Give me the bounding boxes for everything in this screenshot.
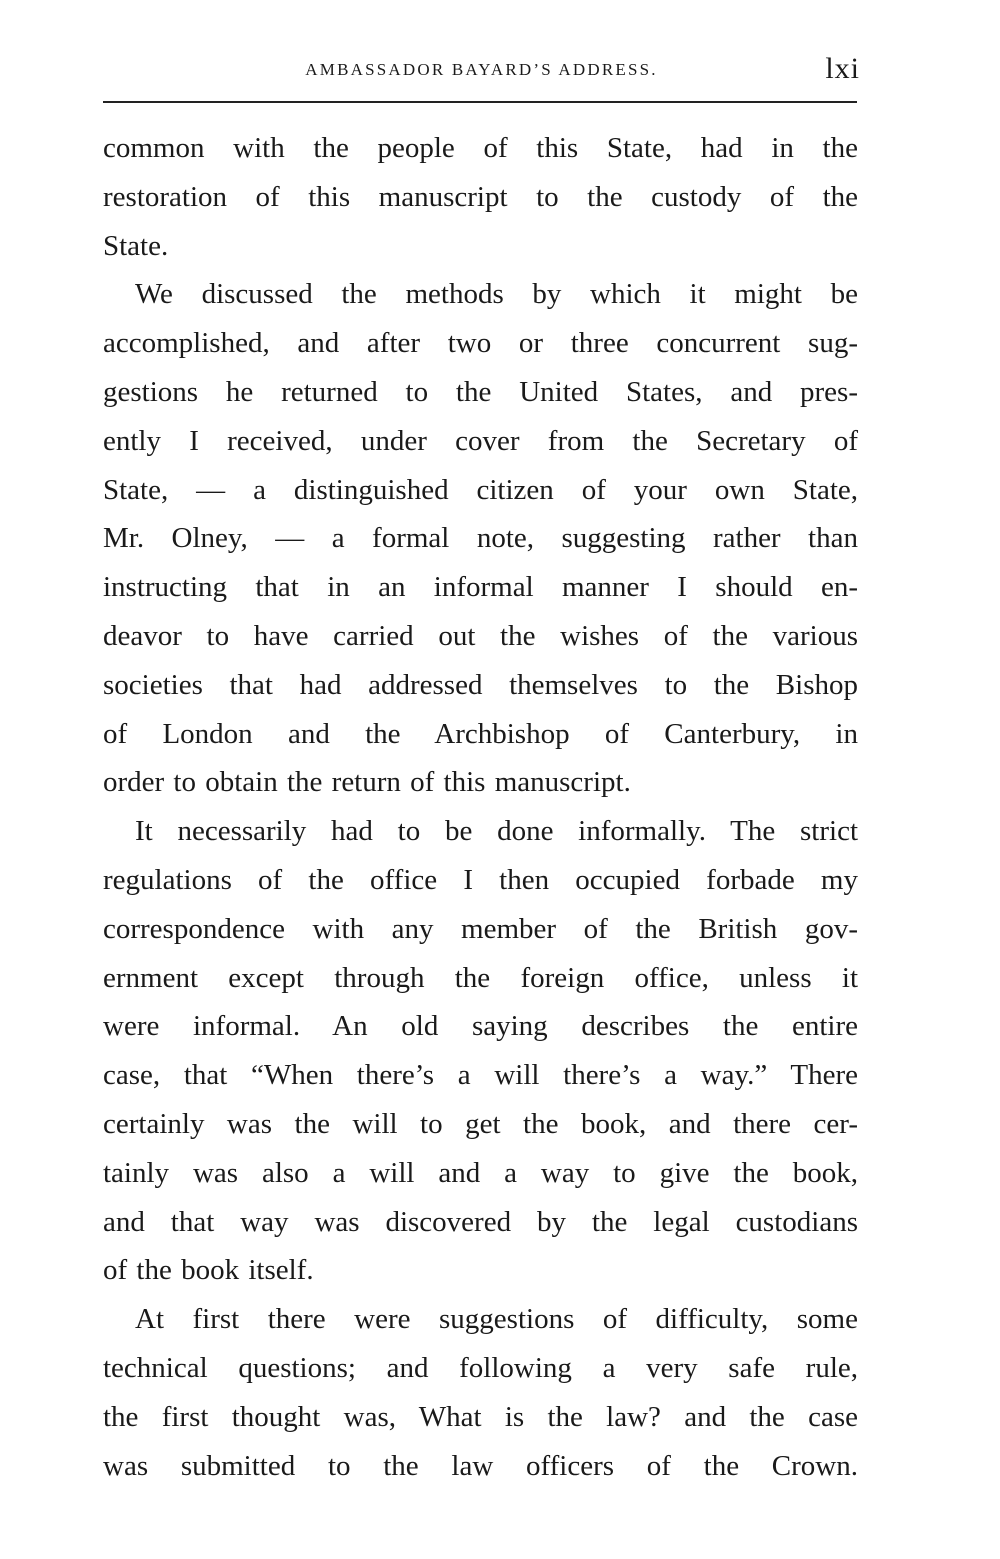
text-line: correspondence with any member of the British gov-	[103, 912, 858, 945]
text-line: was submitted to the law officers of the Crown.	[103, 1449, 858, 1482]
text-line: of London and the Archbishop of Canterbury, in	[103, 717, 858, 750]
text-line: ernment except through the foreign office, unless it	[103, 961, 858, 994]
paragraph-1	[103, 124, 858, 270]
text-line: It necessarily had to be done informally. The strict	[135, 815, 858, 848]
text-line: tainly was also a will and a way to give the book,	[103, 1156, 858, 1189]
body-text	[103, 124, 858, 1490]
text-line: were informal. An old saying describes the entire	[103, 1010, 858, 1043]
text-line: the first thought was, What is the law? and the case	[103, 1400, 858, 1433]
text-line: order to obtain the return of this manuscript.	[103, 766, 631, 799]
text-line: deavor to have carried out the wishes of the various	[103, 619, 858, 652]
text-line: common with the people of this State, had in the	[103, 132, 858, 164]
text-line: accomplished, and after two or three concurrent sug-	[103, 327, 858, 360]
text-line: instructing that in an informal manner I should en-	[103, 571, 858, 604]
text-line: We discussed the methods by which it might be	[135, 278, 858, 311]
text-line: technical questions; and following a very safe rule,	[103, 1351, 858, 1384]
text-line: At first there were suggestions of difficulty, some	[135, 1303, 858, 1336]
text-line: ently I received, under cover from the Secretary of	[103, 424, 858, 457]
running-title: AMBASSADOR BAYARD’S ADDRESS.	[305, 60, 658, 79]
paragraph-3	[103, 807, 858, 1295]
text-line: case, that “When there’s a will there’s a way.” There	[103, 1059, 858, 1092]
text-line: State, — a distinguished citizen of your own State,	[103, 473, 858, 506]
text-line: State.	[103, 229, 169, 262]
page-number: lxi	[825, 52, 860, 85]
text-line: regulations of the office I then occupied forbade my	[103, 863, 858, 896]
text-line: Mr. Olney, — a formal note, suggesting rather than	[103, 522, 858, 555]
paragraph-2	[103, 270, 858, 807]
text-line: and that way was discovered by the legal custodians	[103, 1205, 858, 1238]
text-line: certainly was the will to get the book, and there cer-	[103, 1107, 858, 1140]
running-head	[103, 52, 860, 92]
text-line: gestions he returned to the United States, and pres-	[103, 375, 858, 408]
paragraph-4	[103, 1295, 858, 1490]
header-rule	[103, 101, 857, 103]
text-line: restoration of this manuscript to the custody of the	[103, 180, 858, 213]
text-line: of the book itself.	[103, 1254, 314, 1287]
text-line: societies that had addressed themselves to the Bishop	[103, 668, 858, 701]
